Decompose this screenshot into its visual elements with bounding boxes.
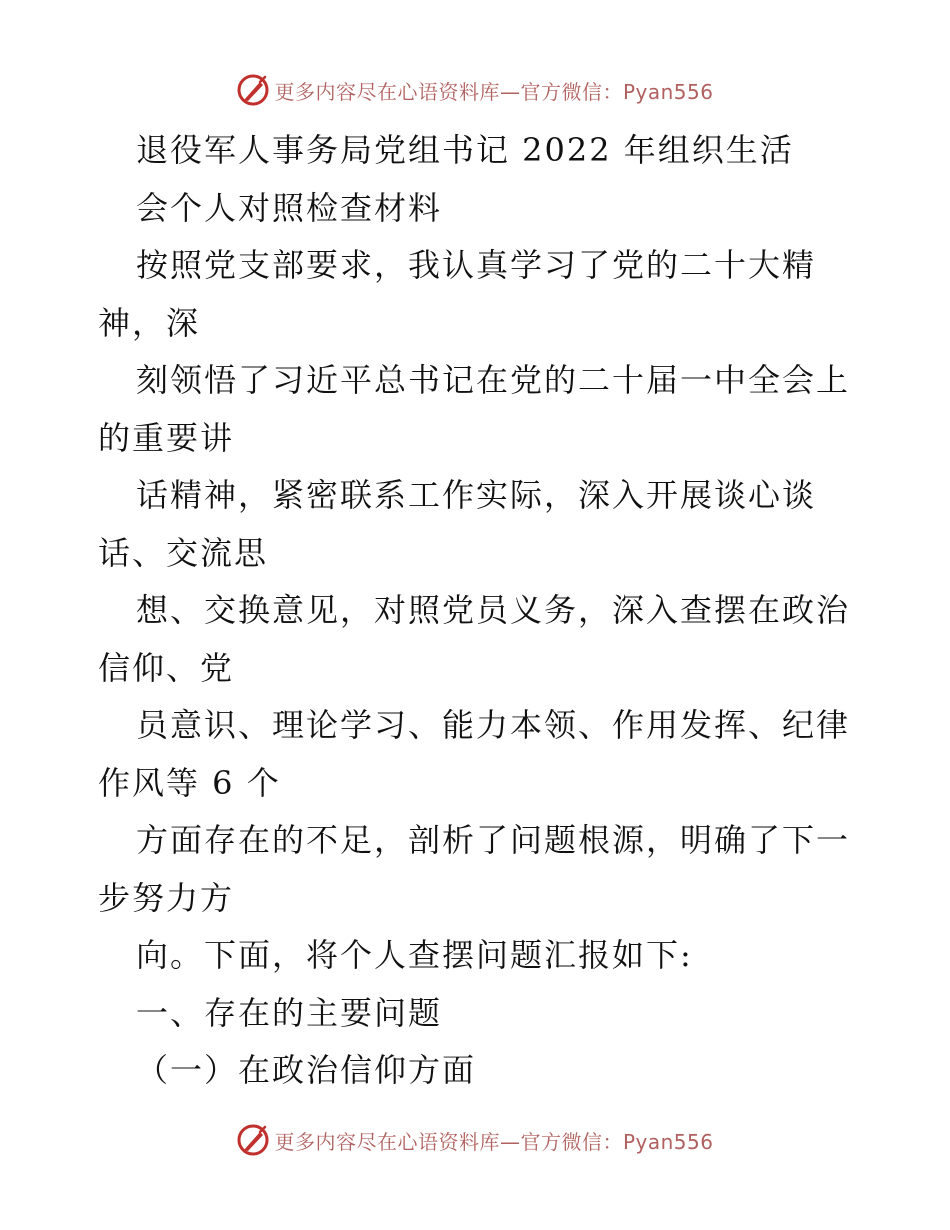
document-title-line-1: 退役军人事务局党组书记 2022 年组织生活 [136, 131, 794, 169]
paragraph-line: 刻领悟了习近平总书记在党的二十届一中全会上 [136, 361, 851, 399]
section-heading: 一、存在的主要问题 [136, 993, 443, 1032]
paragraph-line: 作风等 6 个 [98, 763, 281, 802]
banner-promo-text: 更多内容尽在心语资料库—官方微信：Pyan556 [274, 79, 714, 104]
feather-pen-logo-icon [236, 1123, 270, 1157]
paragraph-line: 向。下面，将个人查摆问题汇报如下: [136, 936, 693, 974]
paragraph-line: 按照党支部要求，我认真学习了党的二十大精 [136, 246, 817, 284]
paragraph-line: 员意识、理论学习、能力本领、作用发挥、纪律 [136, 706, 851, 744]
paragraph-line: 想、交换意见，对照党员义务，深入查摆在政治 [136, 591, 851, 629]
feather-pen-logo-icon [236, 73, 270, 107]
paragraph-line: 的重要讲 [98, 418, 235, 457]
paragraph-line: 信仰、党 [98, 648, 235, 687]
paragraph-line: 步努力方 [98, 878, 235, 917]
paragraph-line: 方面存在的不足，剖析了问题根源，明确了下一 [136, 821, 851, 859]
header-banner [0, 70, 950, 110]
document-title-line-2: 会个人对照检查材料 [136, 188, 443, 227]
subsection-heading: （一）在政治信仰方面 [136, 1051, 477, 1089]
paragraph-line: 话精神，紧密联系工作实际，深入开展谈心谈 [136, 476, 817, 514]
paragraph-line: 话、交流思 [98, 533, 269, 572]
document-body [98, 122, 858, 1100]
footer-banner [0, 1120, 950, 1160]
banner-promo-text: 更多内容尽在心语资料库—官方微信：Pyan556 [274, 1129, 714, 1154]
paragraph-line: 神，深 [98, 303, 201, 342]
